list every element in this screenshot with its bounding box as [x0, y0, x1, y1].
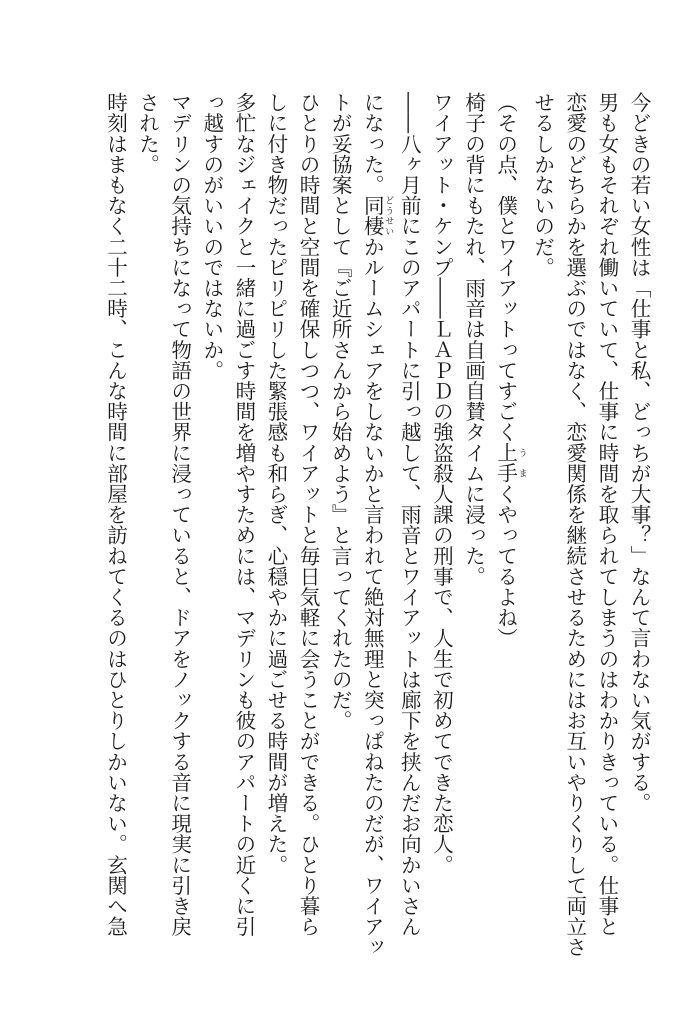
text-line-6: 椅子の背にもたれ、雨音は自画自賛タイムに浸った。 — [461, 92, 486, 587]
text-line-7: ワイアット・ケンプ――ＬＡＰＤの強盗殺人課の刑事で、人生で初めてできた恋人。 — [429, 92, 454, 875]
text-line-10: トが妥協案として『ご近所さんから始めよう』と言ってくれたのだ。 — [328, 92, 353, 731]
text-line-15: マデリンの気持ちになって物語の世界に浸っていると、ドアをノックする音に現実に引き戻 — [167, 92, 192, 937]
text-line-9: になった。同棲 どうせいかルームシェアをしないかと言われて絶対無理と突っぱねたのだが、ワイアッ — [360, 92, 394, 958]
text-line-17: 時刻はまもなく二十二時、こんな時間に部屋を訪ねてくるのはひとりしかいない。玄関へ急 — [103, 92, 128, 937]
text-line-2: 男も女もそれぞれ働いていて、仕事に時間を取られてしまうのはわかりきっている。仕事と — [594, 92, 619, 937]
ruby-dousei: 同棲 どうせい — [360, 195, 394, 237]
text-line-3: 恋愛のどちらかを選ぶのではなく、恋愛関係を継続させるためにはお互いやりくりして両立さ — [562, 92, 587, 958]
text-line-1: 今どきの若い女性は「仕事と私、どっちが大事？」なんて言わない気がする。 — [627, 92, 651, 813]
ruby-umaku: 上手 うま — [493, 442, 527, 484]
text-line-5: （その点、僕とワイアットってすごく上手 うまくやってるよね） — [493, 92, 527, 649]
text-line-14: っ越すのがいいのではないか。 — [199, 92, 224, 381]
text-line-12: しに付き物だったピリピリした緊張感も和らぎ、心穏やかに過ごせる時間が増えた。 — [263, 92, 288, 875]
ruby-umaku-reading: うま — [516, 442, 527, 484]
vertical-text-block — [99, 92, 655, 972]
text-line-8: ――八ヶ月前にこのアパートに引っ越して、雨音とワイアットは廊下を挟んだお向かいさん — [397, 92, 422, 937]
text-line-16: された。 — [135, 92, 160, 175]
text-line-4: せるしかないのだ。 — [530, 92, 555, 278]
ruby-dousei-reading: どうせい — [383, 195, 394, 237]
text-line-13: 多忙なジェイクと一緒に過ごす時間を増やすためには、マデリンも彼のアパートの近くに引 — [231, 92, 256, 937]
text-line-11: ひとりの時間と空間を確保しつつ、ワイアットと毎日気軽に会うことができる。ひとり暮ら — [296, 92, 321, 937]
